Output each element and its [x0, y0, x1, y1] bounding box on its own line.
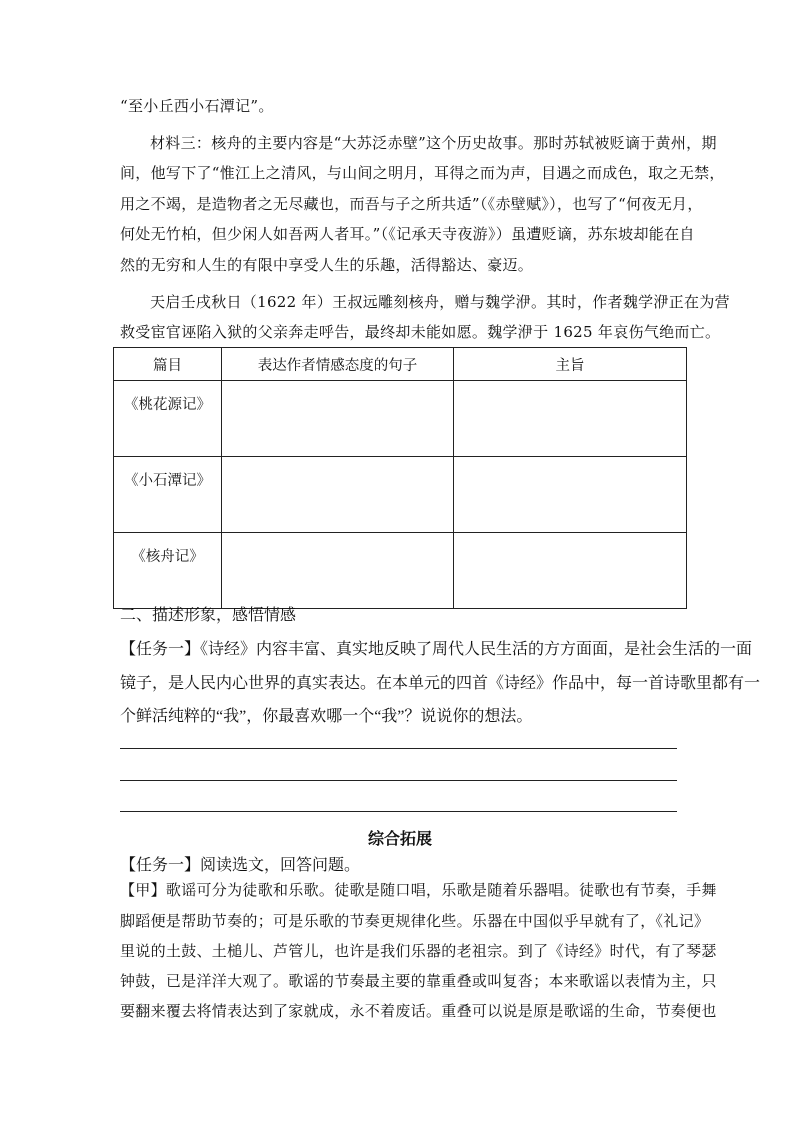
reading-line: 脚蹈便是帮助节奏的；可是乐歌的节奏更规律化些。乐器在中国似乎早就有了，《礼记》 [120, 912, 710, 930]
reading-line: 【甲】歌谣可分为徒歌和乐歌。徒歌是随口唱，乐歌是随着乐器唱。徒歌也有节奏，手舞 [120, 881, 717, 899]
passage-line: 救受宦官诬陷入狱的父亲奔走呼告，最终却未能如愿。魏学洢于 1625 年哀伤气绝而亡。 [120, 323, 721, 341]
task-line: 镜子，是人民内心世界的真实表达。在本单元的四首《诗经》作品中，每一首诗歌里都有一 [120, 675, 761, 692]
reading-line: 里说的土鼓、土槌儿、芦管儿，也许是我们乐器的老祖宗。到了《诗经》时代，有了琴瑟 [120, 942, 717, 960]
row-title: 《桃花源记》 [114, 381, 222, 457]
passage-line: 天启壬戌秋日（1622 年）王叔远雕刻核舟，赠与魏学洢。其时，作者魏学洢正在为营 [150, 293, 730, 311]
table-row [114, 533, 687, 609]
passage-line: 然的无穷和人生的有限中享受人生的乐趣，活得豁达、豪迈。 [120, 256, 534, 274]
section-heading: 二、描述形象，感悟情感 [120, 607, 297, 624]
theme-cell[interactable] [454, 381, 687, 457]
task-line: 【任务一】阅读选文，回答问题。 [120, 857, 361, 874]
sentence-cell[interactable] [222, 533, 454, 609]
answer-line[interactable] [120, 811, 677, 812]
sentence-cell[interactable] [222, 381, 454, 457]
answer-table [113, 347, 687, 609]
table-header-row [114, 348, 687, 381]
column-header-sentence: 表达作者情感态度的句子 [222, 348, 454, 381]
row-title: 《小石潭记》 [114, 457, 222, 533]
passage-line: 何处无竹柏，但少闲人如吾两人者耳。”（《记承天寺夜游》）虽遭贬谪，苏东坡却能在自 [120, 225, 695, 243]
theme-cell[interactable] [454, 457, 687, 533]
row-title: 《核舟记》 [114, 533, 222, 609]
column-header-theme: 主旨 [454, 348, 687, 381]
theme-cell[interactable] [454, 533, 687, 609]
reading-line: 钟鼓，已是洋洋大观了。歌谣的节奏最主要的靠重叠或叫复沓；本来歌谣以表情为主，只 [120, 972, 717, 990]
passage-line: 材料三：核舟的主要内容是“大苏泛赤壁”这个历史故事。那时苏轼被贬谪于黄州，期 [150, 134, 717, 152]
table-row [114, 457, 687, 533]
section-title: 综合拓展 [367, 831, 432, 848]
passage-line: 用之不竭，是造物者之无尽藏也，而吾与子之所共适”（《赤壁赋》），也写了“何夜无月， [120, 195, 703, 213]
answer-line[interactable] [120, 748, 677, 749]
sentence-cell[interactable] [222, 457, 454, 533]
passage-line: “至小丘西小石潭记”。 [120, 97, 274, 115]
table-row [114, 381, 687, 457]
column-header-title: 篇目 [114, 348, 222, 381]
task-line: 【任务一】《诗经》内容丰富、真实地反映了周代人民生活的方方面面，是社会生活的一面 [120, 641, 753, 658]
passage-line: 间，他写下了“惟江上之清风，与山间之明月，耳得之而为声，目遇之而成色，取之无禁， [120, 164, 725, 182]
answer-line[interactable] [120, 780, 677, 781]
reading-line: 要翻来覆去将情表达到了家就成，永不着废话。重叠可以说是原是歌谣的生命，节奏便也 [120, 1002, 717, 1020]
task-line: 个鲜活纯粹的“我”，你最喜欢哪一个“我”？说说你的想法。 [120, 708, 533, 725]
